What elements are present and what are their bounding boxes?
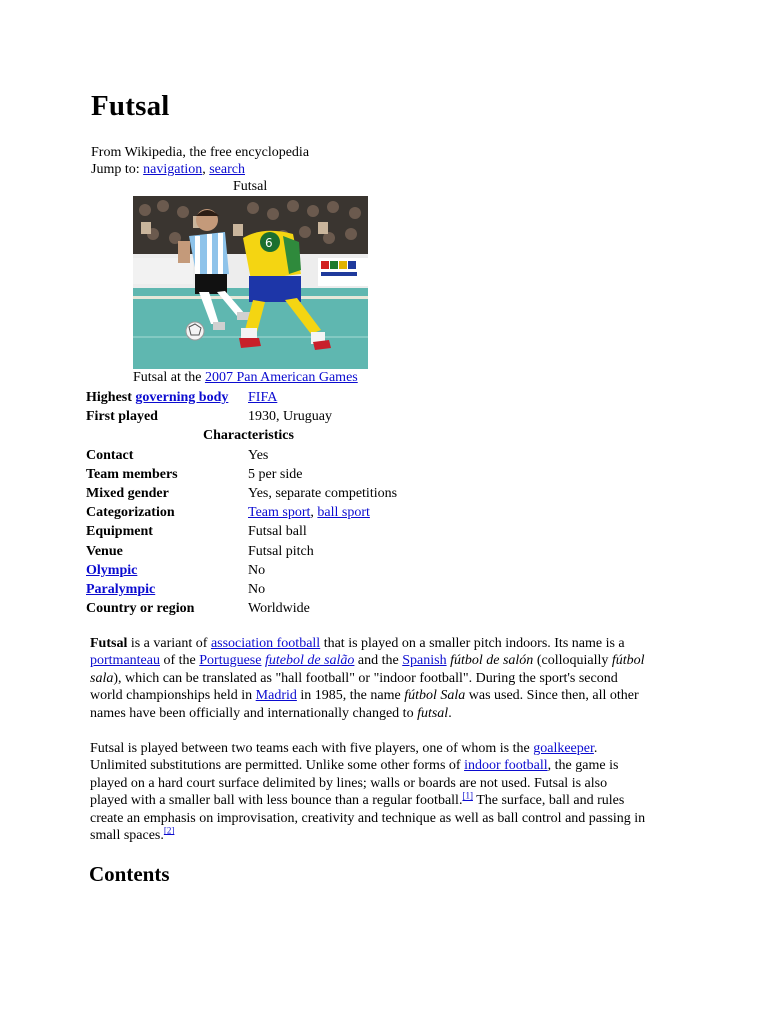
country-label: Country or region: [86, 601, 195, 617]
pan-american-games-link[interactable]: 2007 Pan American Games: [204, 370, 358, 385]
caption-prefix: Futsal at the: [133, 370, 202, 385]
infobox-row-categorization: [86, 503, 426, 522]
infobox-row-mixed-gender: [86, 484, 426, 503]
futebol-de-salao-link[interactable]: futebol de salão: [264, 653, 355, 669]
team-members-label: Team members: [86, 466, 178, 482]
contact-label: Contact: [86, 447, 134, 463]
infobox-row-olympic: [86, 561, 426, 580]
jump-to-line: [91, 161, 245, 178]
search-link[interactable]: search: [209, 162, 245, 177]
text: and the: [354, 653, 403, 669]
equipment-label: Equipment: [86, 524, 153, 540]
infobox-row-paralympic: [86, 580, 426, 599]
first-played-label: First played: [86, 409, 158, 425]
ball-sport-link[interactable]: ball sport: [317, 505, 370, 521]
rules-paragraph: [90, 740, 682, 844]
olympic-value: No: [248, 562, 266, 578]
text: .: [448, 705, 452, 721]
reference-2-link[interactable]: [2]: [163, 825, 175, 836]
text: Unlimited substitutions are permitted. Unlike some other forms of: [90, 758, 465, 774]
text: futsal: [417, 705, 449, 721]
intro-paragraph: [90, 635, 682, 722]
futsal-photo[interactable]: [133, 196, 368, 369]
portmanteau-link[interactable]: portmanteau: [90, 653, 160, 669]
text: is a variant of: [127, 636, 211, 651]
navigation-link[interactable]: navigation: [143, 162, 203, 177]
text: that is played on a smaller pitch indoors. Its name is a: [320, 636, 625, 651]
equipment-value: Futsal ball: [248, 524, 307, 540]
infobox-caption: [133, 370, 358, 386]
infobox-row-venue: [86, 542, 426, 561]
fifa-link[interactable]: FIFA: [248, 390, 278, 405]
team-sport-link[interactable]: Team sport: [248, 505, 311, 521]
page-title: Futsal: [91, 90, 170, 122]
infobox-row-team-members: [86, 465, 426, 484]
text: Futsal is played between two teams each with five players, one of whom is the: [90, 741, 534, 756]
infobox-characteristics-header: [86, 426, 426, 445]
reference-1-link[interactable]: [1]: [462, 790, 473, 801]
text: small spaces.: [90, 828, 164, 844]
team-members-value: 5 per side: [248, 466, 303, 482]
jump-separator: ,: [202, 162, 206, 177]
text: names have been officially and internationally changed to: [90, 705, 418, 721]
text: played with a smaller ball with less bounce than a regular football.: [90, 793, 463, 809]
country-value: Worldwide: [248, 601, 310, 617]
text: sala: [90, 670, 114, 686]
text: create an emphasis on improvisation, creativity and technique as well as ball control and passing in: [90, 810, 646, 826]
text: .: [593, 741, 598, 756]
from-line: From Wikipedia, the free encyclopedia: [91, 145, 310, 160]
infobox-table: [86, 388, 426, 618]
infobox-row-equipment: [86, 522, 426, 541]
paralympic-value: No: [248, 581, 266, 597]
governing-body-link[interactable]: governing body: [135, 390, 229, 405]
infobox-row-governing-body: [86, 388, 426, 407]
infobox-row-contact: [86, 446, 426, 465]
text: ), which can be translated as "hall football" or "indoor football". During the sport's second: [113, 670, 618, 686]
spanish-link[interactable]: Spanish: [402, 653, 447, 669]
futsal-bold: Futsal: [90, 636, 128, 651]
governing-body-label: Highest governing body: [86, 390, 229, 405]
text: , the game is: [547, 758, 619, 774]
madrid-link[interactable]: Madrid: [255, 688, 297, 704]
text: was used. Since then, all other: [465, 688, 639, 704]
portuguese-link[interactable]: Portuguese: [199, 653, 262, 669]
categorization-label: Categorization: [86, 505, 175, 521]
first-played-value: 1930, Uruguay: [248, 409, 332, 425]
text: world championships held in: [90, 688, 256, 704]
characteristics-heading: Characteristics: [203, 428, 294, 444]
mixed-gender-value: Yes, separate competitions: [248, 485, 398, 501]
association-football-link[interactable]: association football: [210, 636, 321, 651]
venue-value: Futsal pitch: [248, 543, 314, 559]
text: of the: [159, 653, 200, 669]
text: fútbol de salón: [450, 653, 534, 669]
text: played on a hard court surface delimited by lines; walls or boards are not used. Futsal is also: [90, 775, 608, 791]
text: fútbol Sala: [404, 688, 466, 704]
text: fútbol: [611, 653, 645, 669]
text: (colloquially: [533, 653, 612, 669]
infobox-row-first-played: [86, 407, 426, 426]
text: The surface, ball and rules: [472, 793, 625, 809]
venue-label: Venue: [86, 543, 123, 559]
jump-to-label: Jump to:: [91, 162, 140, 177]
text: in 1985, the name: [296, 688, 405, 704]
contact-value: Yes: [248, 447, 269, 463]
categorization-separator: ,: [310, 505, 314, 521]
contents-heading: Contents: [89, 862, 170, 886]
paralympic-link[interactable]: Paralympic: [86, 581, 156, 597]
olympic-link[interactable]: Olympic: [86, 562, 138, 578]
mixed-gender-label: Mixed gender: [86, 485, 169, 501]
svg-text:6: 6: [265, 236, 273, 250]
infobox-row-country: [86, 599, 426, 618]
goalkeeper-link[interactable]: goalkeeper: [533, 741, 594, 756]
infobox-caption-top: Futsal: [233, 179, 268, 194]
indoor-football-link[interactable]: indoor football: [464, 758, 548, 774]
